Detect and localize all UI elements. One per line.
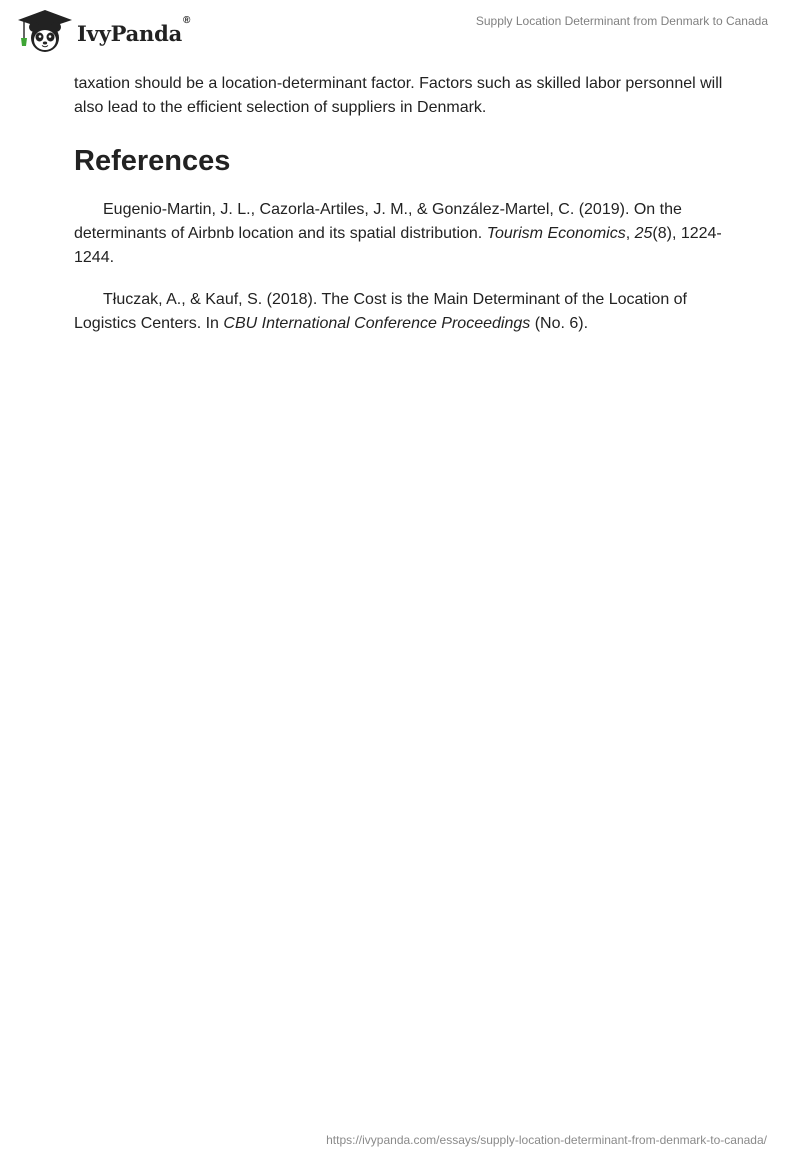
body-paragraph: taxation should be a location-determinant factor. Factors such as skilled labor personnel will also lead to the efficient selection of suppliers in Denmark. xyxy=(74,75,723,116)
ivypanda-logo[interactable] xyxy=(16,8,190,54)
reference-journal: Tourism Economics xyxy=(486,225,626,242)
reference-separator: , xyxy=(625,225,635,242)
reference-text: (8), 1224-1244. xyxy=(74,225,722,266)
reference-text: (No. 6). xyxy=(530,315,589,332)
reference-list xyxy=(74,198,734,336)
document-body xyxy=(74,72,734,354)
registered-mark: ® xyxy=(183,14,191,26)
reference-item xyxy=(74,198,734,270)
reference-item xyxy=(74,288,734,336)
page-header xyxy=(0,0,800,60)
reference-text: Tłuczak, A., & Kauf, S. (2018). The Cost is the Main Determinant of the Location of Logistics Centers. In xyxy=(74,291,687,332)
running-title: Supply Location Determinant from Denmark to Canada xyxy=(475,14,768,28)
reference-text: Eugenio-Martin, J. L., Cazorla-Artiles, J. M., & González-Martel, C. (2019). On the determinants of Airbnb location and its spatial distribution. xyxy=(74,201,682,242)
logo-wordmark: IvyPanda® xyxy=(77,14,191,46)
references-heading: References xyxy=(74,145,231,177)
panda-graduate-icon xyxy=(16,8,74,54)
source-url[interactable]: https://ivypanda.com/essays/supply-location-determinant-from-denmark-to-canada/ xyxy=(326,1133,767,1147)
reference-volume: 25 xyxy=(634,225,653,242)
reference-journal: CBU International Conference Proceedings xyxy=(223,315,531,332)
